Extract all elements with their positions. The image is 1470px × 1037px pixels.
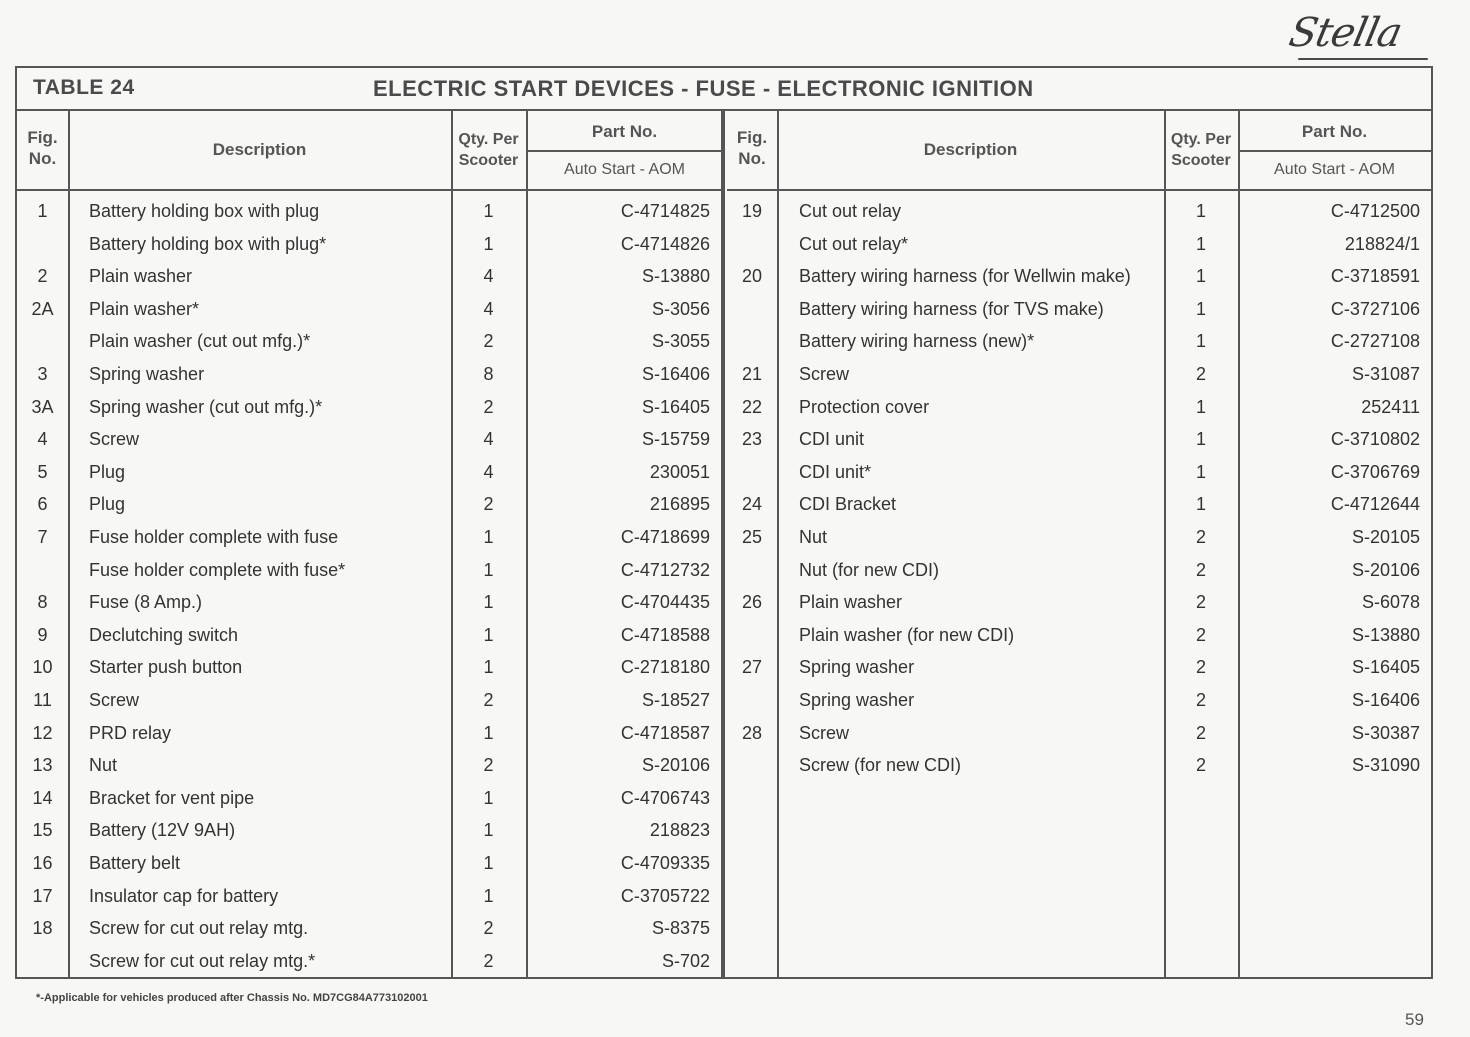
quantity: 1 bbox=[1195, 461, 1206, 482]
quantity: 1 bbox=[483, 853, 494, 873]
fig-number: 23 bbox=[741, 429, 763, 450]
table-row bbox=[17, 847, 723, 879]
quantity: 2 bbox=[1195, 690, 1206, 710]
fig-number: 26 bbox=[741, 592, 763, 613]
fig-number: 14 bbox=[32, 787, 53, 808]
table-row bbox=[727, 651, 1431, 683]
quantity: 8 bbox=[483, 364, 494, 384]
item-description: Protection cover bbox=[799, 396, 930, 417]
quantity: 2 bbox=[483, 396, 494, 417]
item-description: Insulator cap for battery bbox=[89, 885, 279, 906]
item-description: Plain washer (for new CDI) bbox=[799, 624, 1015, 645]
item-description: Screw bbox=[89, 690, 140, 710]
part-number: S-20106 bbox=[1351, 559, 1420, 580]
table-row bbox=[17, 912, 723, 944]
fig-number: 12 bbox=[32, 722, 53, 743]
quantity: 1 bbox=[483, 527, 494, 547]
description-header: Description bbox=[212, 140, 307, 159]
fig-number: 7 bbox=[37, 527, 48, 547]
part-number: C-3727106 bbox=[1330, 298, 1420, 319]
item-description: Bracket for vent pipe bbox=[89, 787, 255, 808]
part-number: 218824/1 bbox=[1344, 233, 1420, 254]
fig-number: 1 bbox=[37, 201, 48, 221]
fig-number: 11 bbox=[33, 690, 52, 710]
header-subline bbox=[526, 150, 723, 152]
part-number: C-4712732 bbox=[620, 559, 710, 580]
table-label: TABLE 24 bbox=[33, 76, 135, 99]
part-number: S-16405 bbox=[641, 396, 710, 417]
quantity: 2 bbox=[1195, 527, 1206, 547]
fig-number: 2 bbox=[37, 266, 48, 287]
part-number: 230051 bbox=[649, 461, 710, 482]
part-number: C-3710802 bbox=[1330, 429, 1420, 450]
quantity: 1 bbox=[1195, 201, 1206, 221]
table-row bbox=[17, 880, 723, 912]
quantity: 1 bbox=[483, 233, 494, 254]
table-row bbox=[727, 228, 1431, 260]
quantity: 1 bbox=[483, 201, 494, 221]
table-row bbox=[17, 195, 723, 227]
item-description: Spring washer bbox=[89, 364, 205, 384]
quantity: 4 bbox=[483, 461, 494, 482]
right-header bbox=[727, 111, 1431, 191]
fig-number: 19 bbox=[741, 201, 763, 221]
stella-logo: Stella bbox=[1285, 10, 1406, 56]
table-row bbox=[17, 488, 723, 520]
table-row bbox=[727, 521, 1431, 553]
quantity: 2 bbox=[1195, 559, 1206, 580]
table-row bbox=[727, 423, 1431, 455]
item-description: Plain washer bbox=[799, 592, 903, 613]
table-row bbox=[17, 391, 723, 423]
quantity: 1 bbox=[1195, 331, 1206, 352]
quantity: 2 bbox=[1195, 624, 1206, 645]
quantity: 1 bbox=[1195, 233, 1206, 254]
item-description: Battery wiring harness (for TVS make) bbox=[799, 298, 1104, 319]
part-number: 218823 bbox=[649, 820, 710, 841]
table-row bbox=[17, 945, 723, 977]
fig-number: 10 bbox=[32, 657, 53, 678]
table-row bbox=[727, 619, 1431, 651]
item-description: Screw (for new CDI) bbox=[799, 755, 962, 776]
table-row bbox=[17, 260, 723, 292]
table-row bbox=[17, 521, 723, 553]
item-description: PRD relay bbox=[89, 722, 172, 743]
table-row bbox=[17, 423, 723, 455]
quantity: 2 bbox=[483, 690, 494, 710]
table-row bbox=[17, 228, 723, 260]
qty-header: Qty. Per Scooter bbox=[458, 131, 519, 169]
fig-number: 22 bbox=[741, 396, 763, 417]
part-number: 252411 bbox=[1361, 396, 1420, 417]
part-number: C-4712644 bbox=[1330, 494, 1420, 515]
part-number: C-4718588 bbox=[620, 624, 710, 645]
fig-number: 3A bbox=[31, 396, 54, 417]
part-no-subheader: Auto Start - AOM bbox=[564, 161, 685, 178]
part-number: S-13880 bbox=[1351, 624, 1420, 645]
table-row bbox=[17, 782, 723, 814]
quantity: 1 bbox=[1195, 429, 1206, 450]
item-description: Plug bbox=[89, 461, 126, 482]
fig-number: 28 bbox=[741, 722, 763, 743]
fig-number: 25 bbox=[741, 527, 763, 547]
quantity: 1 bbox=[483, 624, 494, 645]
quantity: 2 bbox=[1195, 657, 1206, 678]
fig-number: 13 bbox=[32, 755, 53, 776]
quantity: 1 bbox=[483, 787, 494, 808]
fig-number: 2A bbox=[31, 298, 54, 319]
part-number: C-3718591 bbox=[1330, 266, 1420, 287]
fig-number: 3 bbox=[37, 364, 48, 384]
part-number: C-2727108 bbox=[1330, 331, 1420, 352]
part-number: C-3706769 bbox=[1330, 461, 1420, 482]
item-description: Plain washer* bbox=[89, 298, 200, 319]
table-row bbox=[727, 684, 1431, 716]
part-number: C-4714826 bbox=[620, 233, 710, 254]
part-no-header: Part No. bbox=[1301, 122, 1368, 141]
part-number: C-4714825 bbox=[620, 201, 710, 221]
item-description: Plain washer bbox=[89, 266, 193, 287]
part-no-subheader: Auto Start - AOM bbox=[1274, 161, 1395, 178]
fig-number: 8 bbox=[37, 592, 48, 613]
quantity: 1 bbox=[1195, 266, 1206, 287]
left-header bbox=[17, 111, 723, 191]
item-description: CDI Bracket bbox=[799, 494, 897, 515]
table-row bbox=[727, 260, 1431, 292]
item-description: Screw bbox=[799, 364, 850, 384]
part-number: C-4709335 bbox=[620, 853, 710, 873]
part-number: S-6078 bbox=[1361, 592, 1420, 613]
item-description: CDI unit bbox=[799, 429, 865, 450]
fig-number: 16 bbox=[32, 853, 53, 873]
item-description: Screw for cut out relay mtg. bbox=[89, 918, 309, 939]
table-row bbox=[727, 456, 1431, 488]
item-description: Battery holding box with plug bbox=[89, 201, 320, 221]
part-number: S-16405 bbox=[1351, 657, 1420, 678]
table-row bbox=[17, 358, 723, 390]
part-number: C-2718180 bbox=[620, 657, 710, 678]
header-subline bbox=[1238, 150, 1431, 152]
table-row bbox=[727, 325, 1431, 357]
part-number: C-4718699 bbox=[620, 527, 710, 547]
table-row bbox=[727, 554, 1431, 586]
part-number: C-4704435 bbox=[620, 592, 710, 613]
fig-number: 5 bbox=[37, 461, 48, 482]
item-description: Battery (12V 9AH) bbox=[89, 820, 236, 841]
table-row bbox=[17, 554, 723, 586]
quantity: 1 bbox=[483, 885, 494, 906]
table-row bbox=[727, 488, 1431, 520]
quantity: 2 bbox=[1195, 755, 1206, 776]
table-title: ELECTRIC START DEVICES - FUSE - ELECTRONIC IGNITION bbox=[373, 76, 1034, 101]
right-half bbox=[727, 111, 1431, 977]
logo-underline bbox=[1298, 58, 1428, 60]
part-number: S-3055 bbox=[651, 331, 710, 352]
item-description: Cut out relay bbox=[799, 201, 902, 221]
item-description: Spring washer bbox=[799, 690, 915, 710]
fig-number: 15 bbox=[32, 820, 53, 841]
item-description: Spring washer (cut out mfg.)* bbox=[89, 396, 323, 417]
quantity: 2 bbox=[1195, 364, 1206, 384]
item-description: CDI unit* bbox=[799, 461, 872, 482]
part-number: S-18527 bbox=[641, 690, 710, 710]
part-number: C-4712500 bbox=[1330, 201, 1420, 221]
table-row bbox=[727, 195, 1431, 227]
table-row bbox=[727, 586, 1431, 618]
table-row bbox=[727, 358, 1431, 390]
part-number: S-31087 bbox=[1351, 364, 1420, 384]
quantity: 2 bbox=[483, 494, 494, 515]
part-number: S-16406 bbox=[1351, 690, 1420, 710]
quantity: 1 bbox=[483, 722, 494, 743]
item-description: Battery wiring harness (for Wellwin make) bbox=[799, 266, 1131, 287]
fig-number: 9 bbox=[37, 624, 48, 645]
item-description: Battery belt bbox=[89, 853, 181, 873]
item-description: Screw bbox=[89, 429, 140, 450]
table-row bbox=[17, 619, 723, 651]
fig-header: Fig. No. bbox=[736, 128, 768, 168]
fig-number: 24 bbox=[741, 494, 763, 515]
item-description: Plug bbox=[89, 494, 126, 515]
fig-header: Fig. No. bbox=[27, 128, 58, 168]
quantity: 4 bbox=[483, 298, 494, 319]
table-row bbox=[17, 456, 723, 488]
item-description: Battery holding box with plug* bbox=[89, 233, 327, 254]
item-description: Declutching switch bbox=[89, 624, 239, 645]
table-row bbox=[17, 717, 723, 749]
quantity: 2 bbox=[1195, 722, 1206, 743]
quantity: 1 bbox=[483, 592, 494, 613]
fig-number: 18 bbox=[32, 918, 53, 939]
quantity: 2 bbox=[483, 950, 494, 971]
quantity: 2 bbox=[1195, 592, 1206, 613]
item-description: Spring washer bbox=[799, 657, 915, 678]
part-number: S-13880 bbox=[641, 266, 710, 287]
center-divider bbox=[721, 111, 725, 977]
table-title-row bbox=[17, 68, 1431, 111]
item-description: Plain washer (cut out mfg.)* bbox=[89, 331, 311, 352]
item-description: Fuse holder complete with fuse bbox=[89, 527, 339, 547]
item-description: Fuse holder complete with fuse* bbox=[89, 559, 346, 580]
part-number: S-20105 bbox=[1351, 527, 1420, 547]
quantity: 1 bbox=[1195, 494, 1206, 515]
item-description: Screw bbox=[799, 722, 850, 743]
part-number: C-4718587 bbox=[620, 722, 710, 743]
quantity: 1 bbox=[483, 820, 494, 841]
part-number: S-15759 bbox=[641, 429, 710, 450]
parts-table bbox=[15, 66, 1433, 979]
part-number: S-20106 bbox=[641, 755, 710, 776]
table-row bbox=[727, 717, 1431, 749]
part-number: 216895 bbox=[649, 494, 710, 515]
part-no-header: Part No. bbox=[591, 122, 658, 141]
quantity: 1 bbox=[1195, 298, 1206, 319]
part-number: S-8375 bbox=[651, 918, 710, 939]
part-number: S-31090 bbox=[1351, 755, 1420, 776]
part-number: C-4706743 bbox=[620, 787, 710, 808]
item-description: Screw for cut out relay mtg.* bbox=[89, 950, 316, 971]
part-number: S-16406 bbox=[641, 364, 710, 384]
table-row bbox=[17, 586, 723, 618]
item-description: Fuse (8 Amp.) bbox=[89, 592, 203, 613]
fig-number: 6 bbox=[37, 494, 48, 515]
table-row bbox=[727, 749, 1431, 781]
part-number: S-3056 bbox=[651, 298, 710, 319]
part-number: S-30387 bbox=[1351, 722, 1420, 743]
table-row bbox=[727, 391, 1431, 423]
item-description: Nut bbox=[799, 527, 828, 547]
item-description: Cut out relay* bbox=[799, 233, 909, 254]
quantity: 4 bbox=[483, 266, 494, 287]
part-number: C-3705722 bbox=[620, 885, 710, 906]
quantity: 2 bbox=[483, 918, 494, 939]
part-number: S-702 bbox=[661, 950, 710, 971]
quantity: 1 bbox=[1195, 396, 1206, 417]
table-row bbox=[17, 325, 723, 357]
quantity: 1 bbox=[483, 657, 494, 678]
description-header: Description bbox=[923, 140, 1018, 159]
item-description: Nut (for new CDI) bbox=[799, 559, 940, 580]
table-row bbox=[17, 814, 723, 846]
fig-number: 4 bbox=[37, 429, 48, 450]
fig-number: 17 bbox=[32, 885, 53, 906]
table-row bbox=[17, 684, 723, 716]
quantity: 2 bbox=[483, 331, 494, 352]
table-row bbox=[17, 651, 723, 683]
fig-number: 20 bbox=[741, 266, 763, 287]
table-row bbox=[727, 293, 1431, 325]
item-description: Starter push button bbox=[89, 657, 243, 678]
fig-number: 27 bbox=[741, 657, 763, 678]
item-description: Nut bbox=[89, 755, 118, 776]
table-row bbox=[17, 293, 723, 325]
quantity: 4 bbox=[483, 429, 494, 450]
quantity: 1 bbox=[483, 559, 494, 580]
left-half bbox=[17, 111, 723, 977]
footnote: *-Applicable for vehicles produced after Chassis No. MD7CG84A773102001 bbox=[36, 992, 428, 1004]
qty-header: Qty. Per Scooter bbox=[1170, 131, 1232, 169]
table-row bbox=[17, 749, 723, 781]
item-description: Battery wiring harness (new)* bbox=[799, 331, 1035, 352]
fig-number: 21 bbox=[741, 364, 763, 384]
page-number: 59 bbox=[1405, 1010, 1424, 1029]
quantity: 2 bbox=[483, 755, 494, 776]
